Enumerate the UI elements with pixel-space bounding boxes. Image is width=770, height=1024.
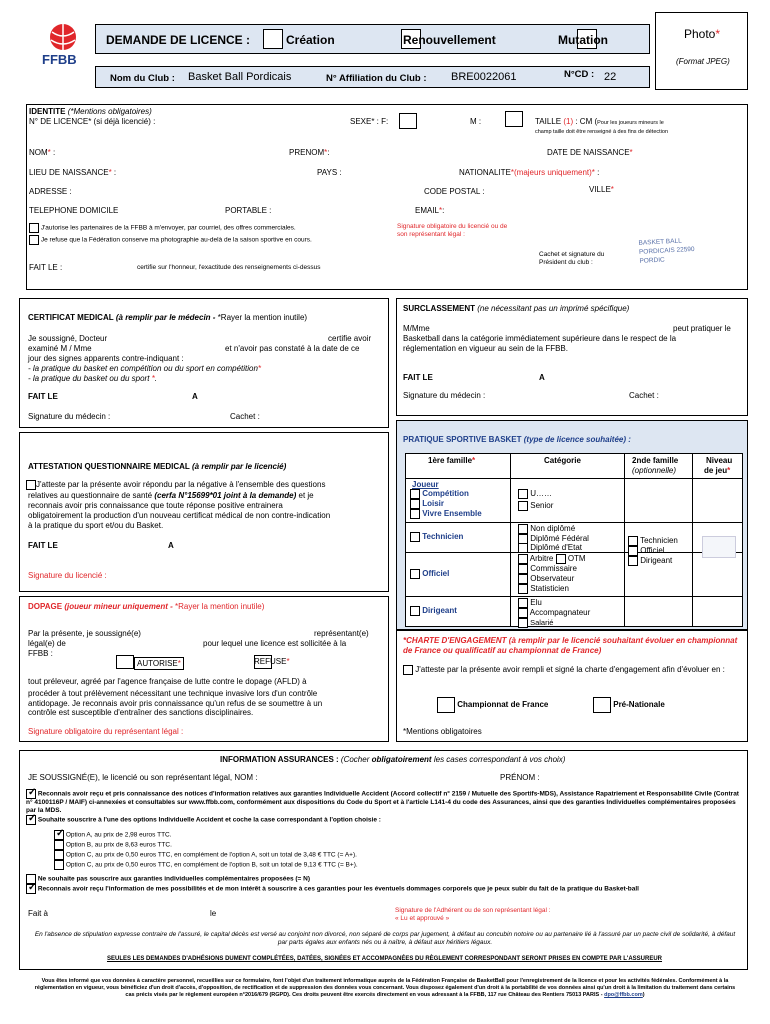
consent-commercial: J'autorise les partenaires de la FFBB à m'envoyer, par courriel, des offres commerciales. — [29, 223, 296, 233]
col-niveau: Niveau — [706, 456, 733, 465]
observateur-checkbox[interactable] — [518, 574, 528, 584]
dirigeant-label: Dirigeant — [422, 606, 457, 616]
identity-note: (*Mentions obligatoires) — [67, 107, 152, 116]
diplome-etat-label: Diplômé d'Etat — [530, 543, 583, 553]
assurance-p2: ✓ Souhaite souscrire à l'une des options Individuelle Accident et coche la case correspondant à l'option choisie : — [26, 815, 381, 825]
officiel-checkbox[interactable] — [410, 569, 420, 579]
dopage-line1b: représentant(e) — [314, 629, 369, 638]
photo-required-star: * — [715, 27, 721, 41]
option-c2-label: Option C, au prix de 0,50 euros TTC, en complément de l'option B, soit un total de 9,13 € TTC (= B+). — [65, 861, 358, 869]
certificat-title-line: CERTIFICAT MEDICAL (à remplir par le médecin - *Rayer la mention inutile) — [28, 313, 308, 322]
form-title: DEMANDE DE LICENCE : — [106, 33, 251, 47]
option-a-checkbox[interactable] — [54, 830, 64, 840]
arbitre-label: Arbitre — [529, 554, 554, 564]
senior-label: Senior — [530, 501, 554, 511]
option-b-checkbox[interactable] — [54, 840, 64, 850]
assurance-le: le — [210, 909, 217, 918]
surclassement-line2: Basketball dans la catégorie immédiatement supérieure dans le respect de la — [403, 334, 677, 343]
assurance-p3: Ne souhaite pas souscrire aux garanties individuelles complémentaires proposées (= N) — [26, 874, 310, 884]
certificat-signature: Signature du médecin : — [28, 412, 111, 421]
assurance-section — [19, 750, 748, 970]
col-categorie: Catégorie — [544, 456, 581, 465]
footer-rgpd: Vous êtes informé que vos données à caractère personnel, recueillies sur ce formulaire, font l'objet d'un traitement informatique auprès de la Fédération Française de BasketBall pour l'enregistrement de la licence et pour les activités fédérales. Conformément à la réglementation en vigueur, vous bénéficiez d'un droit d'accès, d'opposition, de rectification et de suppression des données vous concernant. Vous disposez également d'un droit à la portabilité de vos données ainsi qu'un droit à la limitation du traitement dans certains cas précis visés par le règlement européen n°2016/679 (RGPD). Ces droits peuvent être exercés directement en vous adressant à la FFBB, 117 rue Château des Rentiers 75013 PARIS - dpo@ffbb.com) — [34, 978, 736, 998]
logo-text: FFBB — [42, 52, 77, 67]
questionnaire-fait-le: FAIT LE — [28, 541, 58, 550]
opt-officiel-checkbox[interactable] — [628, 546, 638, 556]
otm-checkbox[interactable] — [556, 554, 566, 564]
dopage-line2b: pour lequel une licence est sollicitée à la — [203, 639, 347, 648]
prenationale-checkbox[interactable] — [593, 697, 611, 713]
identity-title: IDENTITE — [29, 107, 66, 116]
statisticien-checkbox[interactable] — [518, 584, 528, 594]
dopage-text3: antidopage. Je reconnais avoir pris connaissance qu'un refus de se soumettre à un — [28, 699, 323, 708]
club-stamp: BASKET BALL PORDICAIS 22590 PORDIC — [638, 237, 695, 265]
dopage-text2: procéder à tout prélèvement nécessitant une technique invasive lors d'un contrôle — [28, 689, 318, 698]
affiliation-value[interactable]: BRE0022061 — [451, 71, 517, 83]
licence-no-label: N° DE LICENCE* (si déjà licencié) : — [29, 117, 156, 126]
competition-label: Compétition — [422, 489, 469, 499]
mutation-label: Mutation — [558, 33, 608, 47]
assurance-fait-a: Fait à — [28, 909, 49, 918]
club-label: Nom du Club : — [110, 73, 175, 84]
elu-checkbox[interactable] — [518, 598, 528, 608]
assurance-p4: ✓ Reconnais avoir reçu l'information de mes possibilités et de mon intérêt à souscrire à ces garanties pour les éventuels dommages corporels que je peux subir du fait de la pratique du Basket-ball — [26, 884, 741, 894]
affiliation-label: N° Affiliation du Club : — [326, 73, 427, 84]
surclassement-fait-le: FAIT LE — [403, 373, 433, 382]
otm-label: OTM — [567, 554, 586, 564]
charte-championnat: Championnat de France — [437, 697, 548, 713]
pratique-section — [396, 420, 748, 630]
observateur-label: Observateur — [530, 574, 575, 584]
cd-label: N°CD : — [564, 69, 595, 80]
competition-checkbox[interactable] — [410, 489, 420, 499]
pratique-title-line: PRATIQUE SPORTIVE BASKET (type de licence souhaitée) : — [403, 435, 631, 444]
certificat-line2b: et n'avoir pas constaté à la date de ce — [225, 344, 360, 353]
statisticien-label: Statisticien — [530, 584, 569, 594]
info-received-checkbox[interactable] — [26, 884, 36, 894]
surclassement-title-line: SURCLASSEMENT (ne nécessitant pas un imprimé spécifique) — [403, 304, 630, 313]
surclassement-line1b: peut pratiquer le — [673, 324, 731, 333]
accompagnateur-checkbox[interactable] — [518, 608, 528, 618]
questionnaire-text2: relatives au questionnaire de santé (cerfa N°15699*01 joint à la demande) et je — [28, 491, 314, 500]
cd-value[interactable]: 22 — [604, 71, 617, 83]
salarie-checkbox[interactable] — [518, 618, 528, 628]
questionnaire-signature: Signature du licencié : — [28, 571, 107, 580]
certificat-line2a: examiné M / Mme — [28, 344, 92, 353]
refuse-label: REFUSE* — [254, 657, 290, 666]
niveau-input[interactable] — [702, 536, 736, 558]
officiel-label: Officiel — [422, 569, 450, 579]
renouvellement-label: Renouvellement — [403, 33, 496, 47]
creation-label: Création — [286, 33, 335, 47]
col-famille-1: 1ère famille* — [428, 456, 476, 465]
president-cachet-label: Cachet et signature du Président du club : — [539, 251, 605, 267]
certificat-section — [19, 298, 389, 428]
technicien-checkbox[interactable] — [410, 532, 420, 542]
non-diplome-checkbox[interactable] — [518, 524, 528, 534]
nom-label: NOM* : — [29, 148, 56, 157]
assurance-p1: ✓ Reconnais avoir reçu et pris connaissance des notices d'information relatives aux garanties Individuelle Accident (Accord collectif n° 2159 / Mutuelle des Sportifs-MDS), Assistance Rapatriement et Responsabilité Civile (Contrat n° 4100116P / MAIF) ci-annexées et consultables sur www.ffbb.com, conformément aux dispositions du Code du Sport et à l'article L141-4 du code des Assurances, ainsi que des garanties Individuelles complémentaires proposées par la MDS. — [26, 789, 741, 815]
surclassement-line3: réglementation en vigueur au sein de la FFBB. — [403, 344, 568, 353]
photo-box[interactable] — [655, 12, 748, 90]
surclassement-cachet: Cachet : — [629, 391, 659, 400]
certificat-line3: jour des signes apparents contre-indiquant : — [28, 354, 184, 363]
email-label: EMAIL*: — [415, 206, 445, 215]
portable-label: PORTABLE : — [225, 206, 272, 215]
ffbb-logo — [38, 20, 88, 70]
photo-format: (Format JPEG) — [676, 57, 730, 66]
assurance-note-italic: En l'absence de stipulation expresse contraire de l'assuré, le capital décès est versé au conjoint non divorcé, non séparé de corps par jugement, à défaut au concubin notoire ou au partenaire lié à l'assuré par un pacte civil de solidarité, à défaut par parts égales aux enfants nés ou à naître, à défaut aux héritiers légaux. — [34, 931, 736, 947]
questionnaire-section — [19, 432, 389, 592]
dirigeant-checkbox[interactable] — [410, 606, 420, 616]
u-checkbox[interactable] — [518, 489, 528, 499]
nationalite-label: NATIONALITE*(majeurs uniquement)* : — [459, 168, 600, 177]
pratique-table — [405, 453, 743, 627]
sexe-m-label: M : — [470, 117, 482, 126]
surclassement-signature: Signature du médecin : — [403, 391, 486, 400]
option-c2-checkbox[interactable] — [54, 860, 64, 870]
diplome-federal-label: Diplômé Fédéral — [530, 534, 589, 544]
surclassement-a: A — [539, 373, 545, 382]
loisir-checkbox[interactable] — [410, 499, 420, 509]
col-famille-2-note: (optionnelle) — [632, 466, 677, 475]
sexe-f-checkbox[interactable] — [399, 113, 417, 129]
dopage-text4: contrôle est susceptible d'entraîner des sanctions disciplinaires. — [28, 708, 254, 717]
dopage-line1a: Par la présente, je soussigné(e) — [28, 629, 141, 638]
consent-photo-checkbox[interactable] — [29, 235, 39, 245]
dopage-title-line: DOPAGE (joueur mineur uniquement - *Rayer la mention inutile) — [28, 602, 265, 611]
assurance-prenom: PRÉNOM : — [500, 773, 540, 782]
consent-commercial-checkbox[interactable] — [29, 223, 39, 233]
col-niveau-b: de jeu* — [704, 466, 731, 475]
salarie-label: Salarié — [530, 618, 554, 627]
certificat-line5: - la pratique du basket ou du sport *. — [28, 374, 158, 383]
consent-photo: Je refuse que la Fédération conserve ma photographie au-delà de la saison sportive en cours. — [29, 235, 312, 245]
autorise-label: AUTORISE* — [134, 657, 184, 670]
option-c1-label: Option C, au prix de 0,50 euros TTC, en complément de l'option A, soit un total de 3,48 € TTC (= A+). — [65, 851, 357, 859]
dopage-line3: FFBB : — [28, 649, 53, 658]
surclassement-line1a: M/Mme — [403, 324, 430, 333]
dopage-text1: tout préleveur, agréé par l'agence française de lutte contre le dopage (AFLD) à — [28, 677, 307, 686]
questionnaire-title-line: ATTESTATION QUESTIONNAIRE MEDICAL (à remplir par le licencié) — [28, 462, 287, 471]
charte-text: J'atteste par la présente avoir rempli et signé la charte d'engagement afin d'évoluer en : — [403, 665, 743, 675]
commissaire-label: Commissaire — [530, 564, 577, 574]
prenom-label: PRENOM*: — [289, 148, 330, 157]
diplome-etat-checkbox[interactable] — [518, 543, 528, 553]
licence-type-bar — [95, 24, 650, 54]
opt-technicien-checkbox[interactable] — [628, 536, 638, 546]
charte-title: *CHARTE D'ENGAGEMENT (à remplir par le licencié souhaitant évoluer en championnat de France ou qualificatif au championnat de France) — [403, 636, 738, 655]
lieu-naissance-label: LIEU DE NAISSANCE* : — [29, 168, 117, 177]
certificat-fait-le: FAIT LE — [28, 392, 58, 401]
identity-signature-note: Signature obligatoire du licencié ou de son représentant légal : — [397, 223, 508, 239]
questionnaire-text4: obligatoirement la production d'un nouveau certificat médical de non contre-indication — [28, 511, 331, 520]
commissaire-checkbox[interactable] — [518, 564, 528, 574]
assurance-bottom: SEULES LES DEMANDES D'ADHÉSIONS DUMENT COMPLÉTÉES, DATÉES, SIGNÉES ET ACCOMPAGNÉES DU RÈGLEMENT CORRESPONDANT SERONT PRISES EN COMPTE PAR L'ASSUREUR — [106, 956, 663, 962]
questionnaire-text5: à la pratique du sport et/ou du Basket. — [28, 521, 164, 530]
tel-label: TELEPHONE DOMICILE — [29, 206, 119, 215]
identity-fait-le: FAIT LE : — [29, 263, 63, 272]
options-checkbox[interactable] — [26, 815, 36, 825]
charte-mentions: *Mentions obligatoires — [403, 727, 482, 736]
charte-checkbox[interactable] — [403, 665, 413, 675]
charte-section — [396, 630, 748, 742]
opt-officiel-label: Officiel — [640, 546, 665, 556]
sexe-label: SEXE* : F: — [350, 117, 389, 126]
notice-checkbox[interactable] — [26, 789, 36, 799]
taille-note: champ taille doit être renseigné à des fins de détection — [535, 129, 668, 135]
charte-prenationale: Pré-Nationale — [593, 697, 665, 713]
option-c1-checkbox[interactable] — [54, 850, 64, 860]
identity-certifie: certifie sur l'honneur, l'exactitude des renseignements ci-dessus — [137, 264, 321, 271]
club-value[interactable]: Basket Ball Pordicais — [188, 71, 292, 83]
senior-checkbox[interactable] — [518, 501, 528, 511]
photo-label: Photo — [684, 27, 716, 41]
col-famille-2: 2nde famille — [632, 456, 679, 465]
adresse-label: ADRESSE : — [29, 187, 72, 196]
questionnaire-text1-line: J'atteste par la présente avoir répondu par la négative à l'ensemble des questions — [26, 480, 325, 490]
option-b-label: Option B, au prix de 8,63 euros TTC. — [65, 841, 172, 849]
identity-section — [26, 104, 748, 290]
championnat-checkbox[interactable] — [437, 697, 455, 713]
certificat-line4: - la pratique du basket en compétition ou du sport en compétition* — [28, 364, 262, 373]
certificat-cachet: Cachet : — [230, 412, 260, 421]
certificat-line1a: Je soussigné, Docteur — [28, 334, 108, 343]
option-a-label: Option A, au prix de 2,98 euros TTC. — [65, 831, 172, 839]
sexe-m-checkbox[interactable] — [505, 111, 523, 127]
accompagnateur-label: Accompagnateur — [529, 608, 591, 618]
vivre-ensemble-checkbox[interactable] — [410, 509, 420, 519]
opt-technicien-label: Technicien — [640, 536, 678, 546]
loisir-label: Loisir — [422, 499, 445, 509]
opt-dirigeant-label: Dirigeant — [640, 556, 673, 566]
taille-label: TAILLE (1) : CM (Pour les joueurs mineurs le — [535, 117, 664, 126]
assurance-signature: Signature de l'Adhérent ou de son représentant légal : « Lu et approuvé » — [395, 907, 551, 923]
arbitre-checkbox[interactable] — [518, 554, 528, 564]
assurance-soussigne: JE SOUSSIGNÉ(E), le licencié ou son représentant légal, NOM : — [28, 773, 258, 782]
elu-label: Elu — [530, 598, 542, 608]
surclassement-section — [396, 298, 748, 416]
dopage-line2a: légal(e) de — [28, 639, 66, 648]
pays-label: PAYS : — [317, 168, 342, 177]
opt-dirigeant-checkbox[interactable] — [628, 556, 638, 566]
dopage-signature: Signature obligatoire du représentant légal : — [28, 727, 184, 736]
date-naissance-label: DATE DE NAISSANCE* — [547, 148, 633, 157]
u-label: U…… — [530, 489, 553, 499]
creation-checkbox[interactable] — [263, 29, 283, 49]
technicien-label: Technicien — [422, 532, 464, 542]
autorise-checkbox[interactable] — [116, 655, 134, 669]
joueur-label: Joueur — [412, 480, 439, 489]
questionnaire-a: A — [168, 541, 174, 550]
certificat-line1b: certifie avoir — [328, 334, 372, 343]
questionnaire-text3: reconnais avoir pris connaissance que toute réponse positive entrainera — [28, 501, 283, 510]
vivre-ensemble-label: Vivre Ensemble — [422, 509, 482, 519]
dpo-email-link[interactable]: dpo@ffbb.com — [604, 991, 643, 998]
club-info-bar — [95, 66, 650, 88]
non-diplome-label: Non diplômé — [530, 524, 576, 534]
certificat-a: A — [192, 392, 198, 401]
code-postal-label: CODE POSTAL : — [424, 187, 485, 196]
dopage-section — [19, 596, 389, 742]
questionnaire-checkbox[interactable] — [26, 480, 36, 490]
ville-label: VILLE* — [589, 185, 614, 194]
assurance-title-line: INFORMATION ASSURANCES : (Cocher obligatoirement les cases correspondant à vos choix) — [220, 755, 566, 764]
